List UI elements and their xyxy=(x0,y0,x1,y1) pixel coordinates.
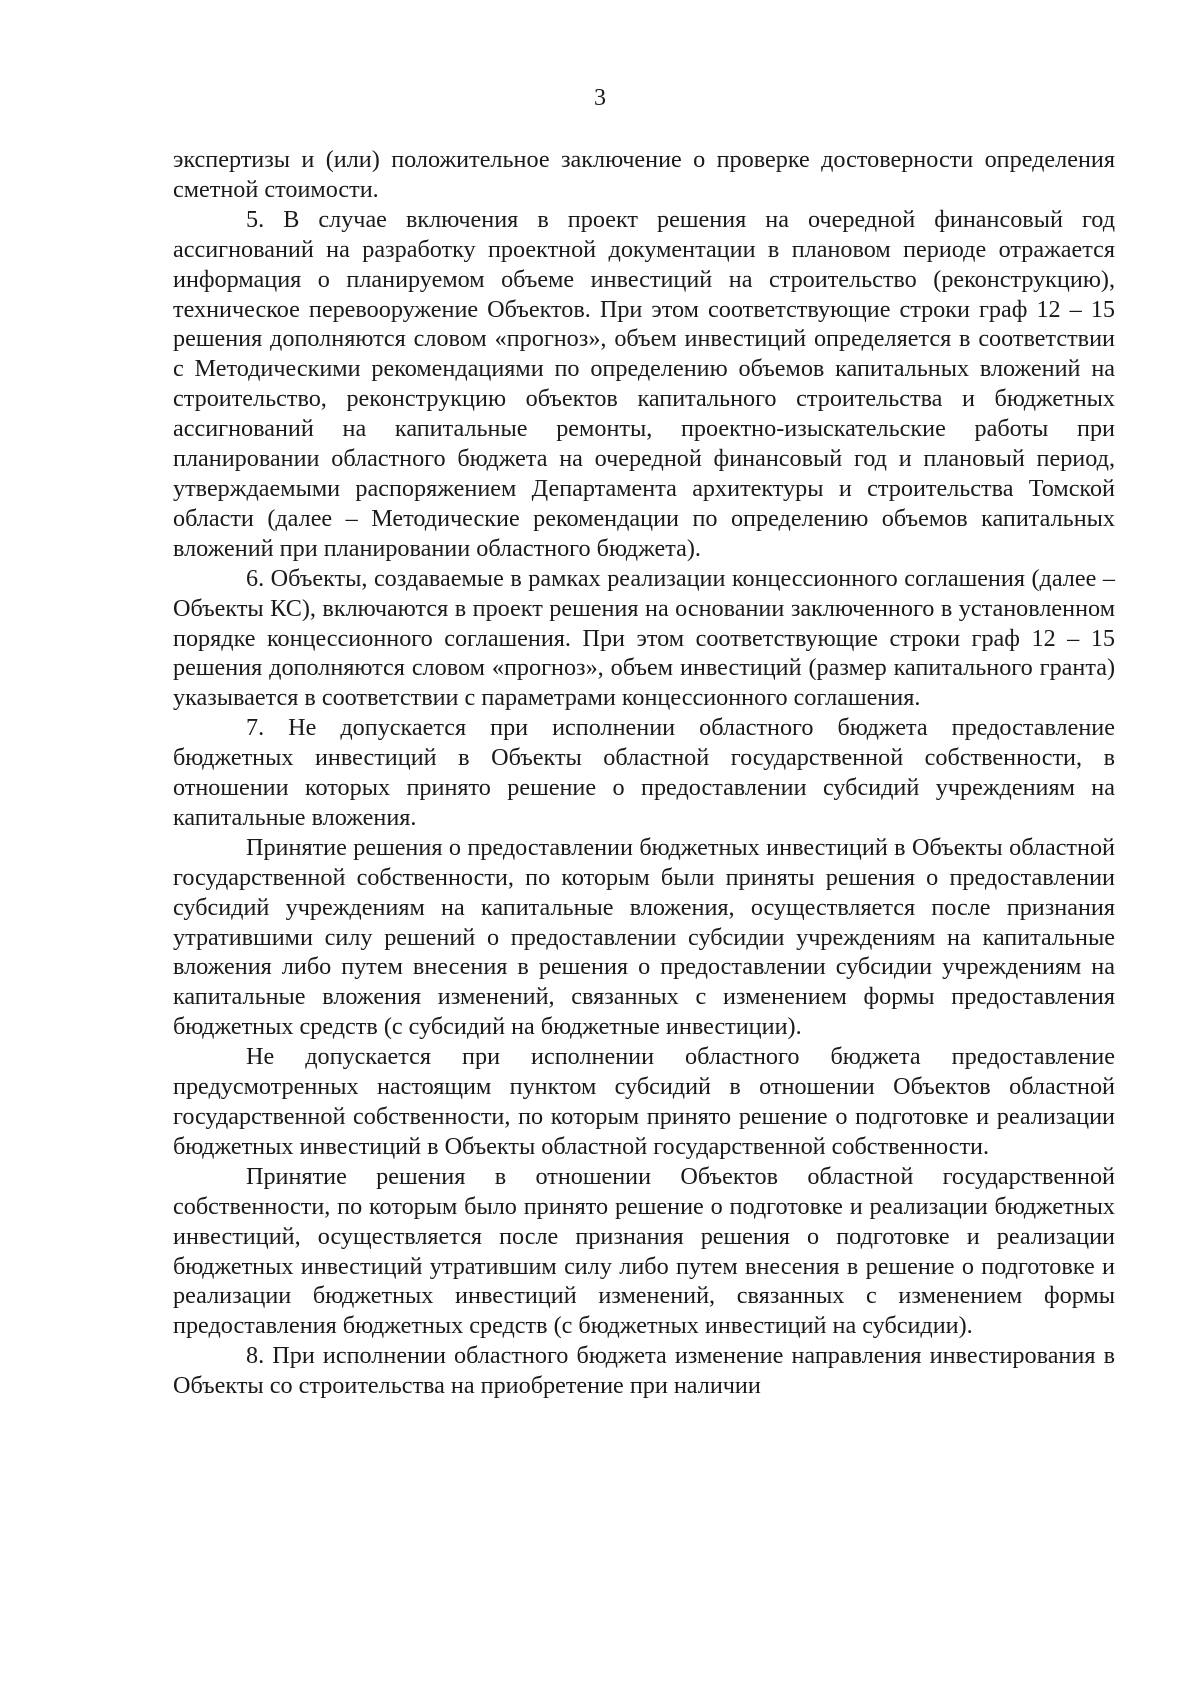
paragraph-item-8: 8. При исполнении областного бюджета изменение направления инвестирования в Объекты со строительства на приобретение при наличии xyxy=(173,1342,1115,1400)
paragraph-item-6: 6. Объекты, создаваемые в рамках реализации концессионного соглашения (далее – Объекты КС), включаются в проект решения на основании заключенного в установленном порядке концессионного соглашения. При этом соответствующие строки граф 12 – 15 решения дополняются словом «прогноз», объем инвестиций (размер капитального гранта) указывается в соответствии с параметрами концессионного соглашения. xyxy=(173,564,1115,712)
page-number: 3 xyxy=(594,85,606,111)
paragraph: Принятие решения о предоставлении бюджетных инвестиций в Объекты областной государственной собственности, по которым были приняты решения о предоставлении субсидий учреждениям на капитальные вложения, осуществляется после признания утратившими силу решений о предоставлении субсидии учреждениям на капитальные вложения либо путем внесения в решения о предоставлении субсидии учреждениям на капитальные вложения изменений, связанных с изменением формы предоставления бюджетных средств (с субсидий на бюджетные инвестиции). xyxy=(173,833,1115,1041)
document-body xyxy=(173,145,1115,1401)
paragraph-item-5: 5. В случае включения в проект решения на очередной финансовый год ассигнований на разработку проектной документации в плановом периоде отражается информация о планируемом объеме инвестиций на строительство (реконструкцию), техническое перевооружение Объектов. При этом соответствующие строки граф 12 – 15 решения дополняются словом «прогноз», объем инвестиций определяется в соответствии с Методическими рекомендациями по определению объемов капитальных вложений на строительство, реконструкцию объектов капитального строительства и бюджетных ассигнований на капитальные ремонты, проектно-изыскательские работы при планировании областного бюджета на очередной финансовый год и плановый период, утверждаемыми распоряжением Департамента архитектуры и строительства Томской области (далее – Методические рекомендации по определению объемов капитальных вложений при планировании областного бюджета). xyxy=(173,205,1115,562)
paragraph: Принятие решения в отношении Объектов областной государственной собственности, по которым было принято решение о подготовке и реализации бюджетных инвестиций, осуществляется после признания решения о подготовке и реализации бюджетных инвестиций утратившим силу либо путем внесения в решение о подготовке и реализации бюджетных инвестиций изменений, связанных с изменением формы предоставления бюджетных средств (с бюджетных инвестиций на субсидии). xyxy=(173,1162,1115,1340)
paragraph: экспертизы и (или) положительное заключение о проверке достоверности определения сметной стоимости. xyxy=(173,146,1115,203)
paragraph: Не допускается при исполнении областного бюджета предоставление предусмотренных настоящим пунктом субсидий в отношении Объектов областной государственной собственности, по которым принято решение о подготовке и реализации бюджетных инвестиций в Объекты областной государственной собственности. xyxy=(173,1043,1115,1160)
paragraph-item-7: 7. Не допускается при исполнении областного бюджета предоставление бюджетных инвестиций в Объекты областной государственной собственности, в отношении которых принято решение о предоставлении субсидий учреждениям на капитальные вложения. xyxy=(173,714,1115,831)
